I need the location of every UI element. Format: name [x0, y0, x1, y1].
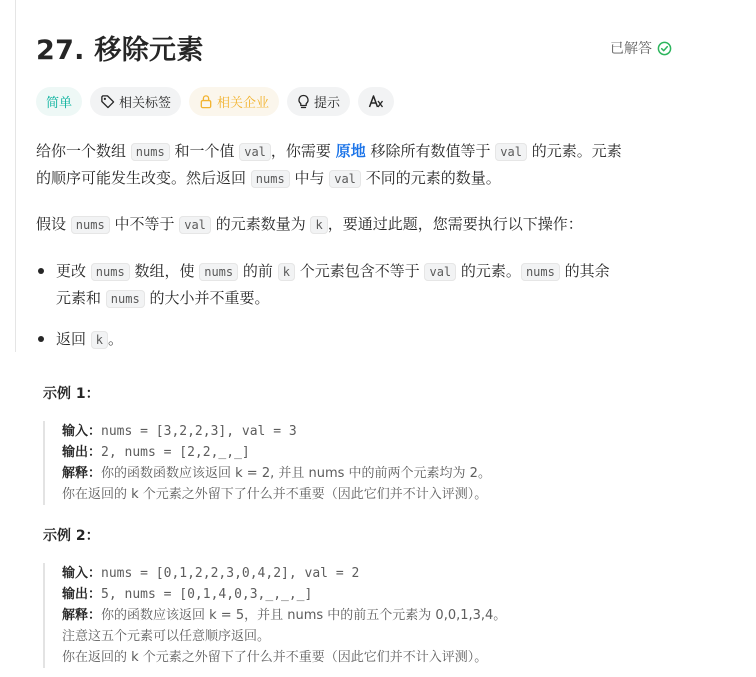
description-paragraph-2: 假设 nums 中不等于 val 的元素数量为 k ，要通过此题，您需要执行以下操作：	[36, 215, 583, 233]
inline-code: nums	[199, 263, 238, 281]
check-circle-icon	[657, 41, 672, 56]
inline-code: k	[91, 331, 108, 349]
difficulty-tag[interactable]	[36, 87, 82, 116]
inline-code: val	[329, 170, 361, 188]
inline-code: val	[179, 216, 211, 234]
solved-label: 已解答	[610, 41, 652, 57]
bullet-dot	[38, 268, 44, 274]
inline-code: val	[424, 263, 456, 281]
font-size-icon	[368, 94, 384, 109]
solved-status	[610, 38, 672, 58]
bullet-dot	[38, 336, 44, 342]
problem-header	[36, 28, 672, 68]
companies-label: 相关企业	[217, 96, 270, 111]
tag-bar	[36, 87, 394, 116]
topics-tag[interactable]	[90, 87, 181, 116]
lock-icon	[199, 94, 213, 109]
example-1-input: 输入：nums = [3,2,2,3], val = 3	[62, 424, 297, 439]
inline-code: nums	[521, 263, 560, 281]
inline-code: nums	[251, 170, 290, 188]
inline-code: val	[239, 143, 271, 161]
emphasis-link[interactable]: 原地	[335, 142, 366, 160]
bullet-item-2: 返回 k 。	[36, 326, 676, 353]
topics-label: 相关标签	[119, 96, 172, 111]
inline-code: k	[278, 263, 295, 281]
example-1-block	[43, 421, 682, 505]
hints-tag[interactable]	[287, 87, 350, 116]
font-size-button[interactable]	[358, 87, 394, 116]
example-2-explanation-line: 注意这五个元素可以任意顺序返回。	[62, 629, 271, 644]
tag-icon	[100, 94, 115, 109]
example-2-explanation: 解释：你的函数应该返回 k = 5，并且 nums 中的前五个元素为 0,0,1,3,4。	[62, 608, 507, 623]
description-paragraph-1: 给你一个数组 nums 和一个值 val ，你需要 原地 移除所有数值等于 val 的元素。元素 的顺序可能发生改变。然后返回 nums 中与 val 不同的元素的数量。	[36, 142, 622, 187]
problem-title: 27. 移除元素	[36, 35, 204, 66]
difficulty-label: 简单	[46, 96, 73, 111]
inline-code: nums	[131, 143, 170, 161]
inline-code: k	[310, 216, 327, 234]
lightbulb-icon	[297, 94, 310, 110]
inline-code: nums	[91, 263, 130, 281]
example-2-output: 输出：5, nums = [0,1,4,0,3,_,_,_]	[62, 587, 313, 602]
example-2-explanation-line: 你在返回的 k 个元素之外留下了什么并不重要（因此它们并不计入评测）。	[62, 650, 488, 665]
hints-label: 提示	[314, 96, 341, 111]
left-divider	[15, 0, 16, 352]
example-1-explanation: 解释：你的函数函数应该返回 k = 2, 并且 nums 中的前两个元素均为 2。	[62, 466, 491, 481]
inline-code: val	[495, 143, 527, 161]
example-1-explanation-line: 你在返回的 k 个元素之外留下了什么并不重要（因此它们并不计入评测）。	[62, 487, 488, 502]
inline-code: nums	[106, 290, 145, 308]
inline-code: nums	[71, 216, 110, 234]
example-1-title: 示例 1：	[43, 386, 100, 402]
example-2-block	[43, 563, 682, 668]
example-2-title: 示例 2：	[43, 528, 100, 544]
example-1-output: 输出：2, nums = [2,2,_,_]	[62, 445, 250, 460]
companies-tag[interactable]	[189, 87, 279, 116]
bullet-item-1: 更改 nums 数组，使 nums 的前 k 个元素包含不等于 val 的元素。 nums 的其余 元素和 nums 的大小并不重要。	[36, 258, 676, 312]
example-2-input: 输入：nums = [0,1,2,2,3,0,4,2], val = 2	[62, 566, 360, 581]
